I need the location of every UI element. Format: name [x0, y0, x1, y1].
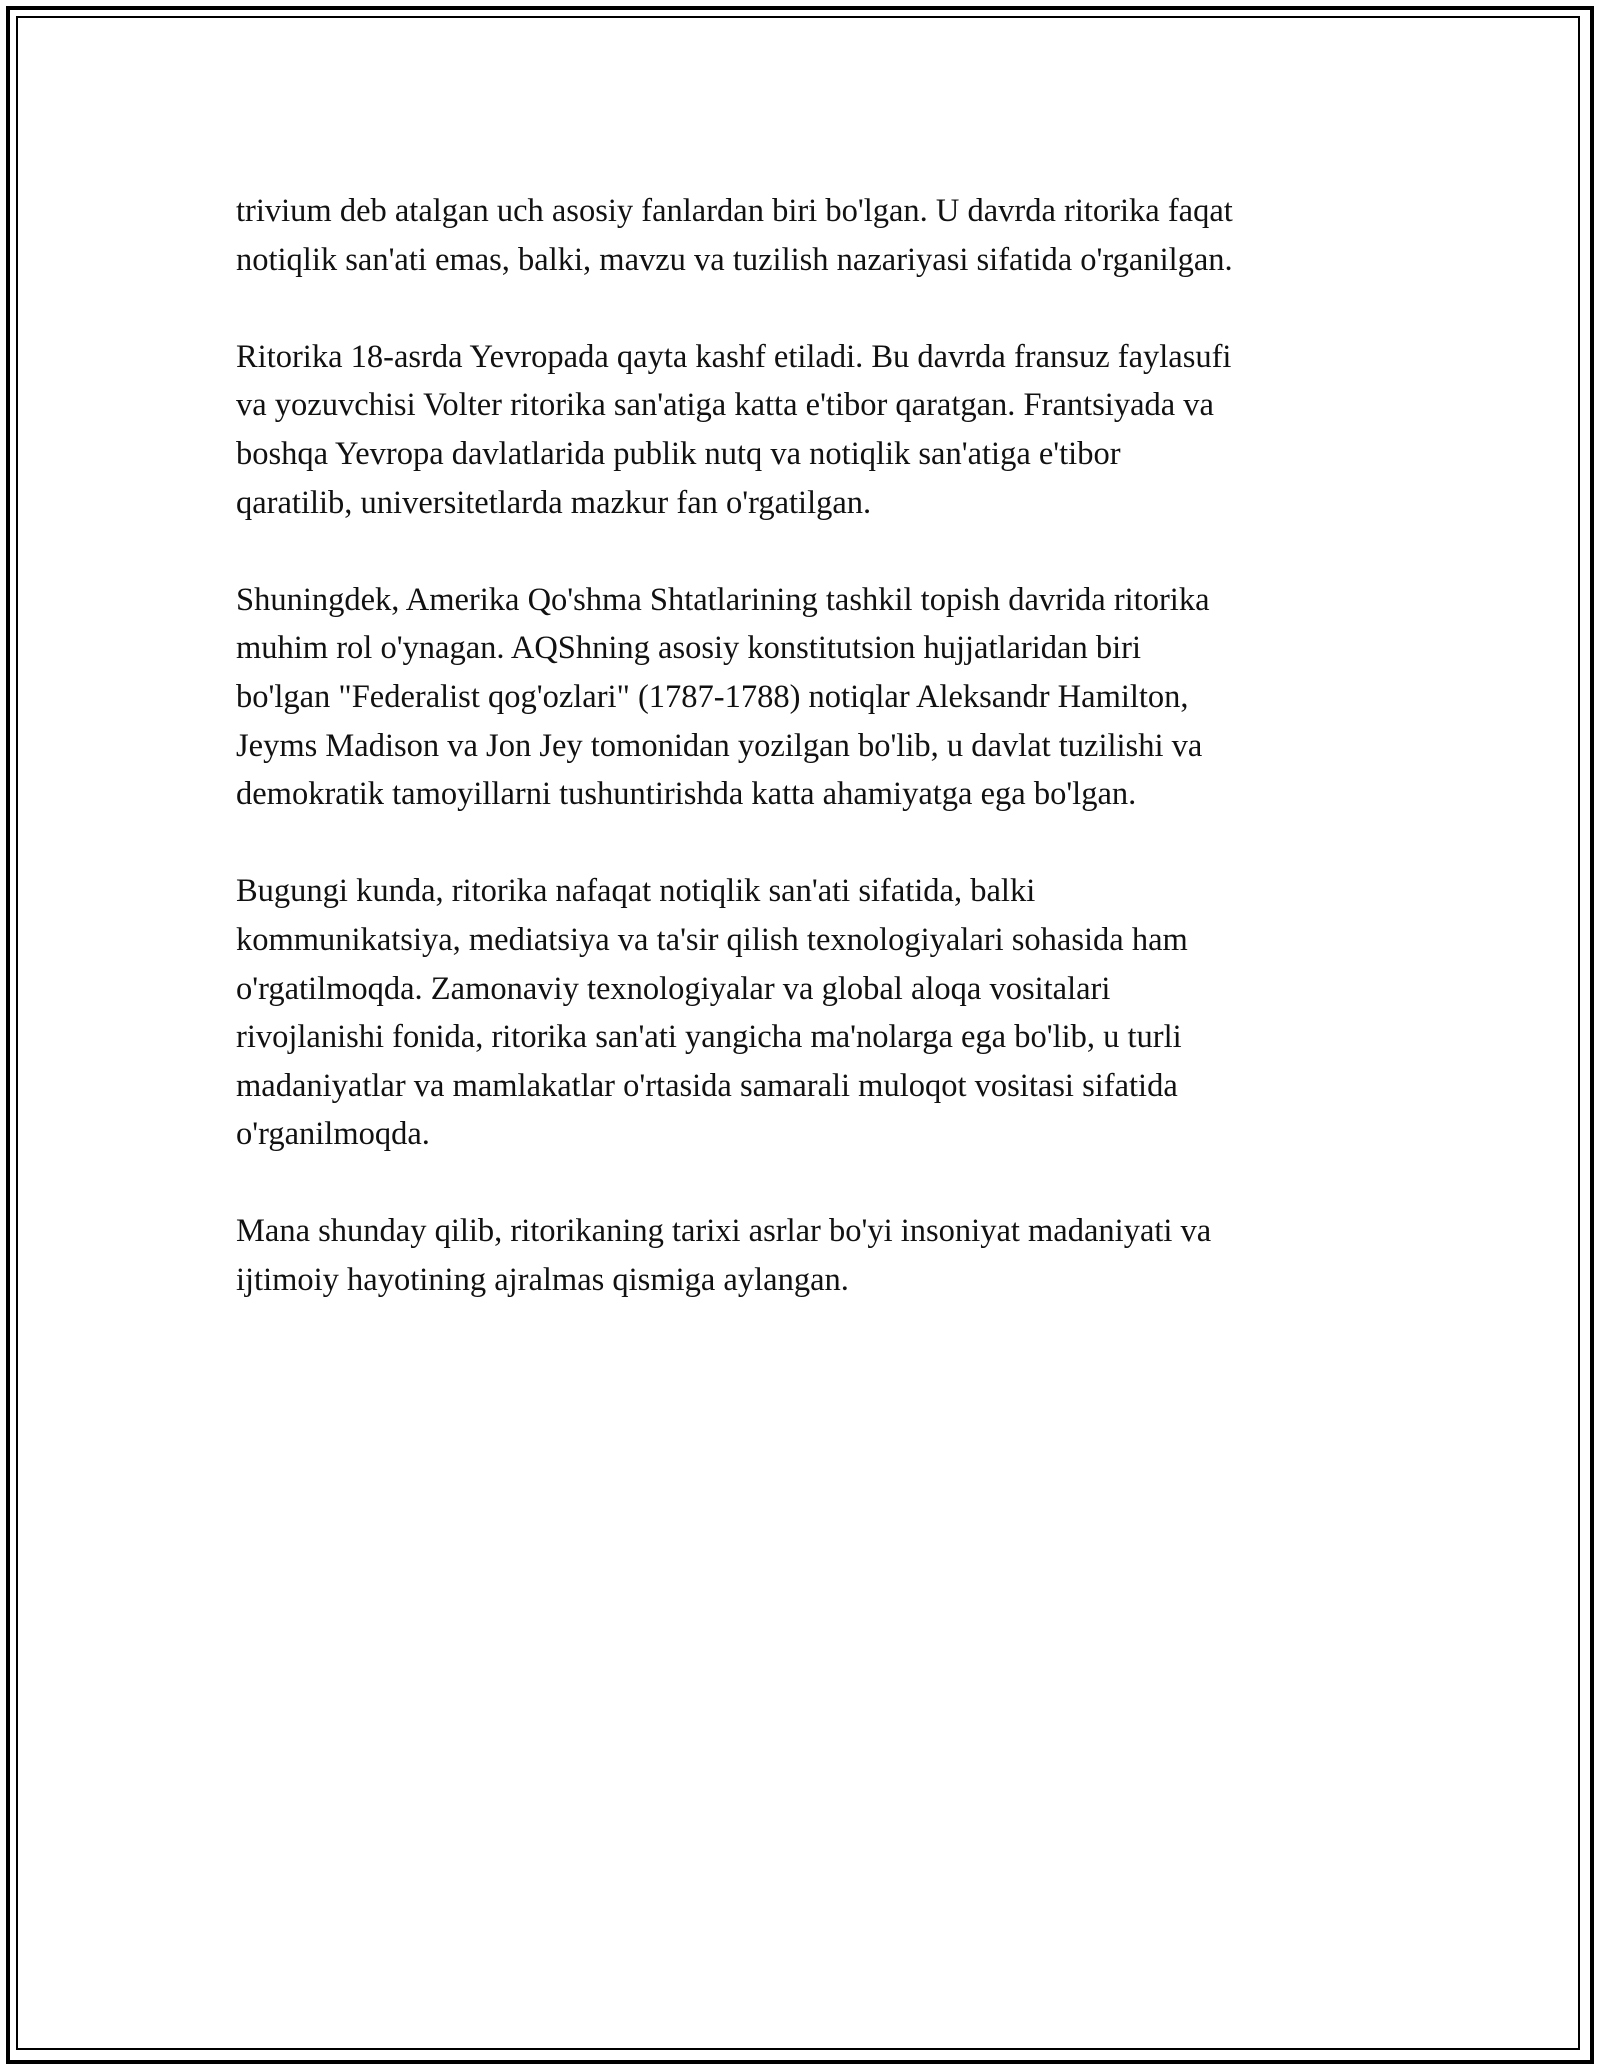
paragraph-usa: Shuningdek, Amerika Qo'shma Shtatlarining tashkil topish davrida ritorika muhim rol o'ynagan. AQShning asosiy konstitutsion hujjatlaridan biri bo'lgan "Federalist qog'ozlari" (1787-1788) notiqlar Aleksandr Hamilton, Jeyms Madison va Jon Jey tomonidan yozilgan bo'lib, u davlat tuzilishi va demokratik tamoyillarni tushuntirishda katta ahamiyatga ega bo'lgan. [236, 581, 1210, 813]
paragraph-18th-century: Ritorika 18-asrda Yevropada qayta kashf etiladi. Bu davrda fransuz faylasufi va yozuvchisi Volter ritorika san'atiga katta e'tibor qaratgan. Frantsiyada va boshqa Yevropa davlatlarida publik nutq va notiqlik san'atiga e'tibor qaratilib, universitetlarda mazkur fan o'rgatilgan. [236, 338, 1232, 521]
document-body [236, 187, 1396, 1353]
paragraph-conclusion: Mana shunday qilib, ritorikaning tarixi asrlar bo'yi insoniyat madaniyati va ijtimoiy hayotining ajralmas qismiga aylangan. [236, 1213, 1212, 1299]
paragraph-trivium: trivium deb atalgan uch asosiy fanlardan biri bo'lgan. U davrda ritorika faqat notiqlik san'ati emas, balki, mavzu va tuzilish nazariyasi sifatida o'rganilgan. [236, 193, 1233, 278]
paragraph-today: Bugungi kunda, ritorika nafaqat notiqlik san'ati sifatida, balki kommunikatsiya, mediatsiya va ta'sir qilish texnologiyalari sohasida ham o'rgatilmoqda. Zamonaviy texnologiyalar va global aloqa vositalari rivojlanishi fonida, ritorika san'ati yangicha ma'nolarga ega bo'lib, u turli madaniyatlar va mamlakatlar o'rtasida samarali muloqot vositasi sifatida o'rganilmoqda. [236, 873, 1188, 1153]
